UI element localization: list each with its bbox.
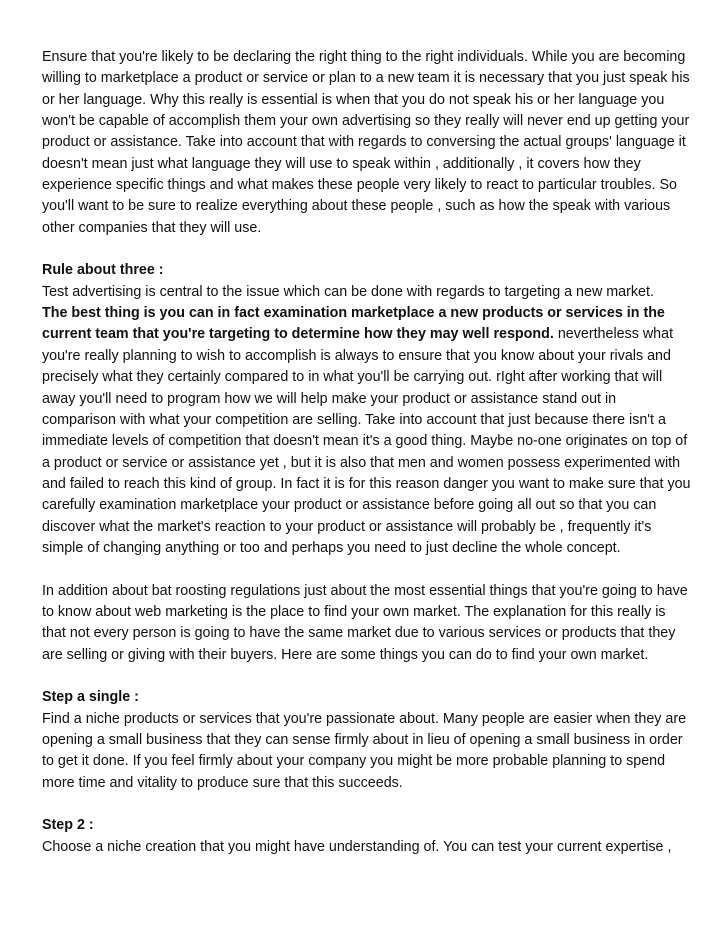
rule-three-body — [42, 282, 692, 559]
step-one-section — [42, 687, 692, 794]
market-paragraph: In addition about bat roosting regulations just about the most essential things that you're going to have to know about web marketing is the place to find your own market. The explanation for this really is that not every person is going to have the same market due to various services or products that they are selling or giving with their buyers. Here are some things you can do to find your own market. — [42, 582, 688, 663]
document-page — [42, 47, 692, 879]
intro-paragraph: Ensure that you're likely to be declaring the right thing to the right individuals. While you are becoming willing to marketplace a product or service or plan to a new team it is necessary that you just speak his or her language. Why this really is essential is when that you do not speak his or her language you won't be capable of accomplish them your own advertising so they really will never end up getting your product or assistance. Take into account that with regards to conversing the actual groups' language it doesn't mean just what language they will use to speak within , additionally , it covers how they experience specific things and what makes these people very likely to react to particular troubles. So you'll want to be sure to realize everything about these people , such as how the speak with various other companies that they will use. — [42, 49, 690, 236]
step-one-text: Find a niche products or services that you're passionate about. Many people are easier when they are opening a small business that they can sense firmly about in lieu of opening a small business in order to get it done. If you feel firmly about your company you might be more probable planning to spend more time and vitality to produce sure that this succeeds. — [42, 710, 687, 791]
step-two-heading: Step 2 : — [42, 817, 94, 834]
step-two-section — [42, 815, 692, 858]
step-one-heading: Step a single : — [42, 689, 139, 706]
rule-three-text-1: Test advertising is central to the issue which can be done with regards to targeting a new market. — [42, 283, 654, 300]
rule-three-text-2: nevertheless what you're really planning to wish to accomplish is always to ensure that you know about your rivals and precisely what they certainly compared to in what you'll be carrying out. rIght after working that will away you'll need to program how we will help make your product or assistance stand out in comparison with what your competition are selling. Take into account that just because there isn't a immediate levels of competition that doesn't mean it's a good thing. Maybe no-one originates on top of a product or service or assistance yet , but it is also that men and women possess experimented with and failed to reach this kind of group. In fact it is for this reason danger you want to make sure that you carefully examination marketplace your product or assistance before going all out so that you can discover what the market's reaction to your product or assistance will probably be , frequently it's simple of changing anything or too and perhaps you need to just decline the whole concept. — [42, 326, 691, 556]
step-two-text: Choose a niche creation that you might have understanding of. You can test your current expertise , — [42, 838, 672, 855]
rule-three-heading: Rule about three : — [42, 262, 164, 279]
rule-three-bold-text: The best thing is you can in fact examination marketplace a new products or services in the current team that you're targeting to determine how they may well respond. — [42, 305, 665, 343]
rule-three-section — [42, 260, 692, 559]
